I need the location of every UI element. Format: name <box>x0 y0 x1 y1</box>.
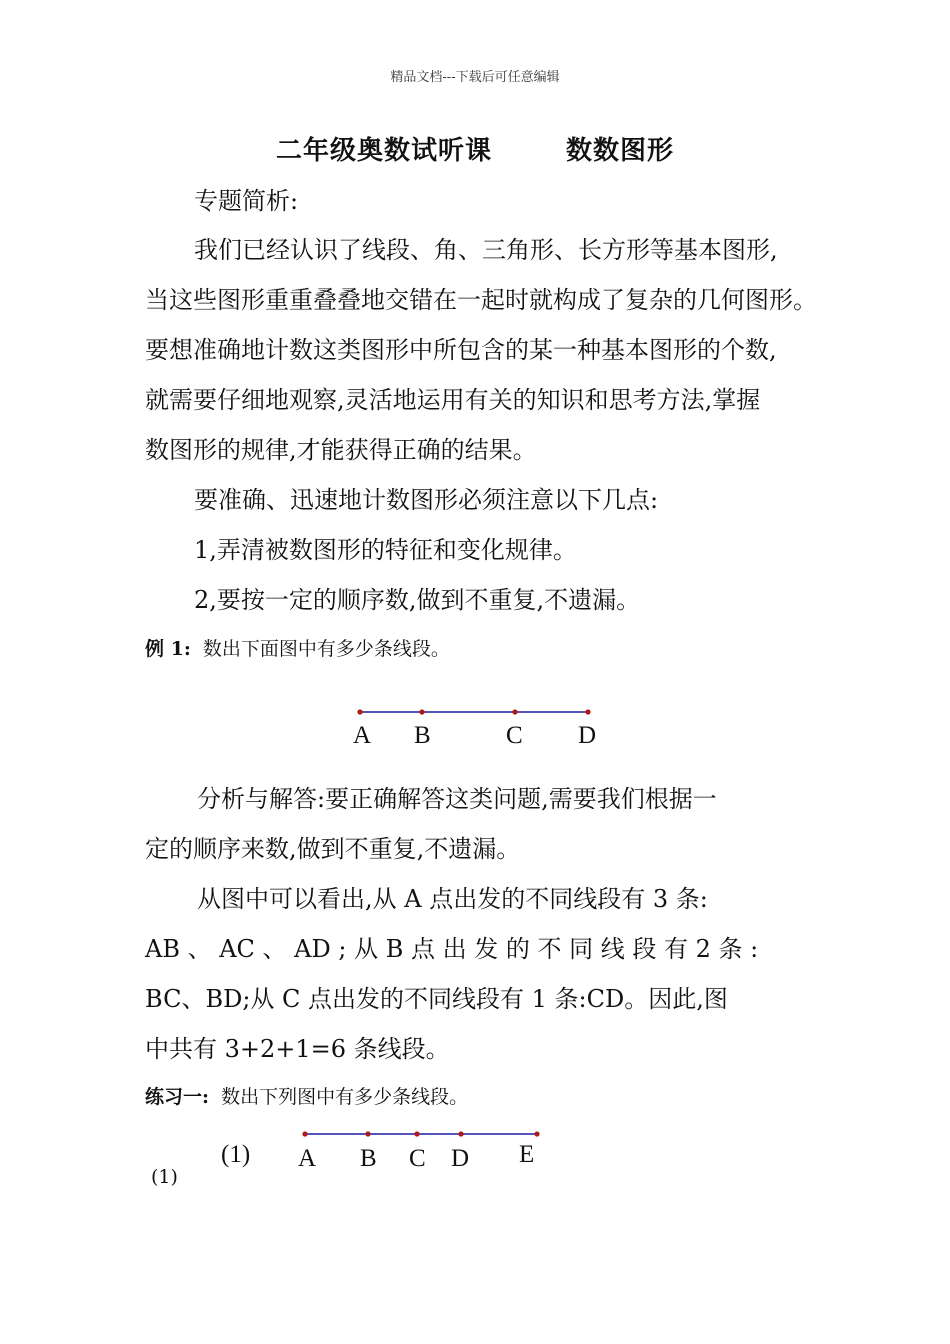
intro-point-2: 2,要按一定的顺序数,做到不重复,不遗漏。 <box>194 586 641 614</box>
label-e: E <box>519 1141 535 1168</box>
label-d: D <box>451 1145 470 1172</box>
intro-label: 专题简析: <box>194 187 299 215</box>
example-1-figure <box>340 700 610 752</box>
example-1-label: 例 1: <box>145 638 191 660</box>
point-d <box>585 709 590 714</box>
analysis-line-2: 定的顺序来数,做到不重复,不遗漏。 <box>145 835 521 863</box>
example-1 <box>145 637 450 661</box>
label-d: D <box>578 722 597 749</box>
point-d <box>458 1131 463 1136</box>
intro-line-1: 我们已经认识了线段、角、三角形、长方形等基本图形, <box>194 236 778 264</box>
title-topic: 数数图形 <box>566 136 675 166</box>
example-1-text: 数出下面图中有多少条线段。 <box>202 638 450 660</box>
title-main: 二年级奥数试听课 <box>275 136 492 166</box>
analysis-line-3: 从图中可以看出,从 A 点出发的不同线段有 3 条: <box>197 885 708 913</box>
analysis-line-6: 中共有 3+2+1=6 条线段。 <box>145 1035 450 1063</box>
label-b: B <box>414 722 431 749</box>
intro-line-4: 就需要仔细地观察,灵活地运用有关的知识和思考方法,掌握 <box>145 386 761 414</box>
point-b <box>365 1131 370 1136</box>
practice-1 <box>145 1085 468 1109</box>
figure-number-label: (1) <box>221 1141 251 1168</box>
analysis-line-4: AB 、 AC 、 AD ; 从 B 点 出 发 的 不 同 线 段 有 2 条 : <box>145 935 759 963</box>
intro-notice: 要准确、迅速地计数图形必须注意以下几点: <box>194 486 659 514</box>
intro-line-5: 数图形的规律,才能获得正确的结果。 <box>145 436 537 464</box>
point-c <box>512 709 517 714</box>
label-c: C <box>506 722 523 749</box>
intro-point-1: 1,弄清被数图形的特征和变化规律。 <box>194 536 577 564</box>
intro-line-3: 要想准确地计数这类图形中所包含的某一种基本图形的个数, <box>145 336 777 364</box>
label-c: C <box>409 1145 426 1172</box>
point-c <box>414 1131 419 1136</box>
analysis-line-5: BC、BD;从 C 点出发的不同线段有 1 条:CD。因此,图 <box>145 985 728 1013</box>
page-header: 精品文档---下载后可任意编辑 <box>390 70 560 85</box>
practice-item-label: (1) <box>151 1166 178 1188</box>
page-title <box>0 130 950 167</box>
analysis-line-1: 分析与解答:要正确解答这类问题,需要我们根据一 <box>197 785 717 813</box>
label-b: B <box>360 1145 377 1172</box>
practice-1-figure <box>215 1122 555 1174</box>
label-a: A <box>298 1145 317 1172</box>
practice-1-label: 练习一: <box>145 1086 210 1108</box>
label-a: A <box>353 722 372 749</box>
intro-line-2: 当这些图形重重叠叠地交错在一起时就构成了复杂的几何图形。 <box>145 286 817 314</box>
point-a <box>302 1131 307 1136</box>
point-e <box>534 1131 539 1136</box>
practice-1-text: 数出下列图中有多少条线段。 <box>221 1086 469 1108</box>
point-a <box>357 709 362 714</box>
point-b <box>419 709 424 714</box>
